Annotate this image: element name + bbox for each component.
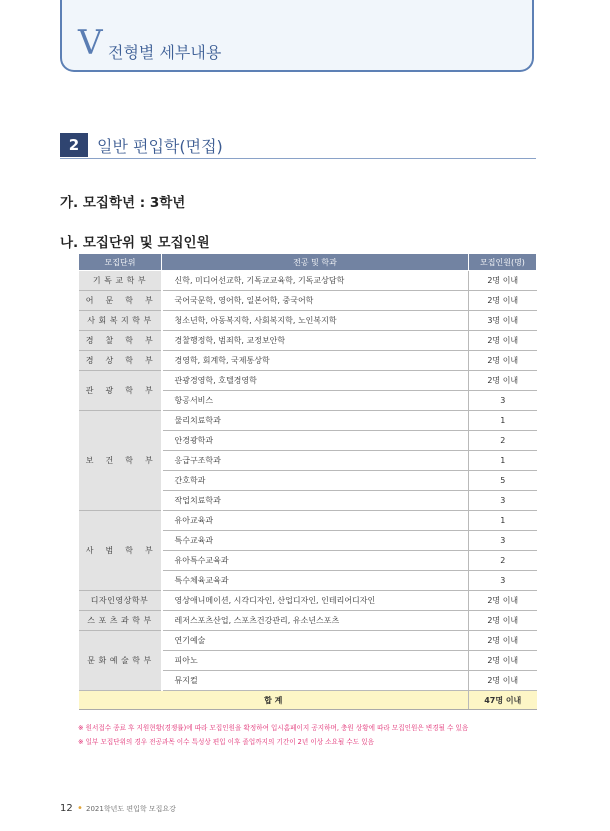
count-cell: 2명 이내 (469, 331, 537, 351)
chapter-roman-numeral: V (78, 23, 103, 63)
dept-cell: 피아노 (162, 651, 469, 671)
unit-cell: 관 광 학 부 (79, 371, 162, 411)
table-row (79, 611, 537, 631)
count-cell: 3 (469, 571, 537, 591)
count-cell: 2명 이내 (469, 371, 537, 391)
section-divider (60, 158, 536, 159)
dept-cell: 작업치료학과 (162, 491, 469, 511)
dept-cell: 연기예술 (162, 631, 469, 651)
dept-cell: 안경광학과 (162, 431, 469, 451)
count-cell: 1 (469, 511, 537, 531)
count-cell: 1 (469, 411, 537, 431)
count-cell: 2명 이내 (469, 271, 537, 291)
table-row (79, 351, 537, 371)
footer-bullet: • (77, 803, 83, 814)
note-line: ※ 일부 모집단위의 경우 전공과목 이수 특성상 편입 이후 졸업까지의 기간이 2년 이상 소요될 수도 있음 (78, 738, 374, 746)
recruitment-table-wrapper (78, 253, 536, 710)
table-row (79, 631, 537, 651)
footer-caption: 2021학년도 편입학 모집요강 (86, 805, 176, 813)
count-cell: 2 (469, 551, 537, 571)
dept-cell: 경찰행정학, 범죄학, 교정보안학 (162, 331, 469, 351)
dept-cell: 청소년학, 아동복지학, 사회복지학, 노인복지학 (162, 311, 469, 331)
dept-cell: 영상애니메이션, 시각디자인, 산업디자인, 인테리어디자인 (162, 591, 469, 611)
dept-cell: 국어국문학, 영어학, 일본어학, 중국어학 (162, 291, 469, 311)
table-row (79, 511, 537, 531)
section-number: 2 (60, 133, 88, 157)
count-cell: 3명 이내 (469, 311, 537, 331)
chapter-title: 전형별 세부내용 (108, 43, 222, 62)
count-cell: 2명 이내 (469, 631, 537, 651)
dept-cell: 관광경영학, 호텔경영학 (162, 371, 469, 391)
total-row (79, 691, 537, 710)
count-cell: 2명 이내 (469, 291, 537, 311)
table-row (79, 411, 537, 431)
column-header-count: 모집인원(명) (469, 254, 537, 271)
table-row (79, 271, 537, 291)
count-cell: 2명 이내 (469, 611, 537, 631)
count-cell: 2 (469, 431, 537, 451)
unit-cell: 보 건 학 부 (79, 411, 162, 511)
dept-cell: 간호학과 (162, 471, 469, 491)
table-body (79, 271, 537, 710)
page-number: 12 (60, 803, 73, 814)
table-row (79, 331, 537, 351)
dept-cell: 뮤지컬 (162, 671, 469, 691)
dept-cell: 응급구조학과 (162, 451, 469, 471)
count-cell: 2명 이내 (469, 651, 537, 671)
unit-cell: 사 범 학 부 (79, 511, 162, 591)
count-cell: 2명 이내 (469, 591, 537, 611)
unit-cell: 사 회 복 지 학 부 (79, 311, 162, 331)
section-title: 일반 편입학(면접) (97, 137, 223, 156)
count-cell: 2명 이내 (469, 671, 537, 691)
subheading-grade: 가. 모집학년 : 3학년 (60, 195, 186, 211)
unit-cell: 스 포 츠 과 학 부 (79, 611, 162, 631)
column-header-dept: 전공 및 학과 (162, 254, 469, 271)
table-row (79, 291, 537, 311)
recruitment-table (78, 253, 537, 710)
count-cell: 1 (469, 451, 537, 471)
table-row (79, 311, 537, 331)
dept-cell: 유아교육과 (162, 511, 469, 531)
note-line: ※ 원서접수 종료 후 지원현황(경쟁률)에 따라 모집인원을 확정하여 입시홈페이지 공지하며, 충원 상황에 따라 모집인원은 변경될 수 있음 (78, 724, 469, 732)
dept-cell: 항공서비스 (162, 391, 469, 411)
unit-cell: 어 문 학 부 (79, 291, 162, 311)
dept-cell: 유아특수교육과 (162, 551, 469, 571)
column-header-unit: 모집단위 (79, 254, 162, 271)
count-cell: 2명 이내 (469, 351, 537, 371)
unit-cell: 기 독 교 학 부 (79, 271, 162, 291)
count-cell: 3 (469, 531, 537, 551)
table-header-row (79, 254, 537, 271)
dept-cell: 레저스포츠산업, 스포츠건강관리, 유소년스포츠 (162, 611, 469, 631)
count-cell: 3 (469, 491, 537, 511)
dept-cell: 경영학, 회계학, 국제통상학 (162, 351, 469, 371)
unit-cell: 경 찰 학 부 (79, 331, 162, 351)
unit-cell: 경 상 학 부 (79, 351, 162, 371)
table-row (79, 591, 537, 611)
total-label: 합 계 (79, 691, 469, 710)
dept-cell: 특수체육교육과 (162, 571, 469, 591)
total-count: 47명 이내 (469, 691, 537, 710)
unit-cell: 디자인영상학부 (79, 591, 162, 611)
dept-cell: 물리치료학과 (162, 411, 469, 431)
subheading-units: 나. 모집단위 및 모집인원 (60, 235, 210, 251)
count-cell: 5 (469, 471, 537, 491)
unit-cell: 문 화 예 술 학 부 (79, 631, 162, 691)
count-cell: 3 (469, 391, 537, 411)
table-row (79, 371, 537, 391)
dept-cell: 신학, 미디어선교학, 기독교교육학, 기독교상담학 (162, 271, 469, 291)
dept-cell: 특수교육과 (162, 531, 469, 551)
